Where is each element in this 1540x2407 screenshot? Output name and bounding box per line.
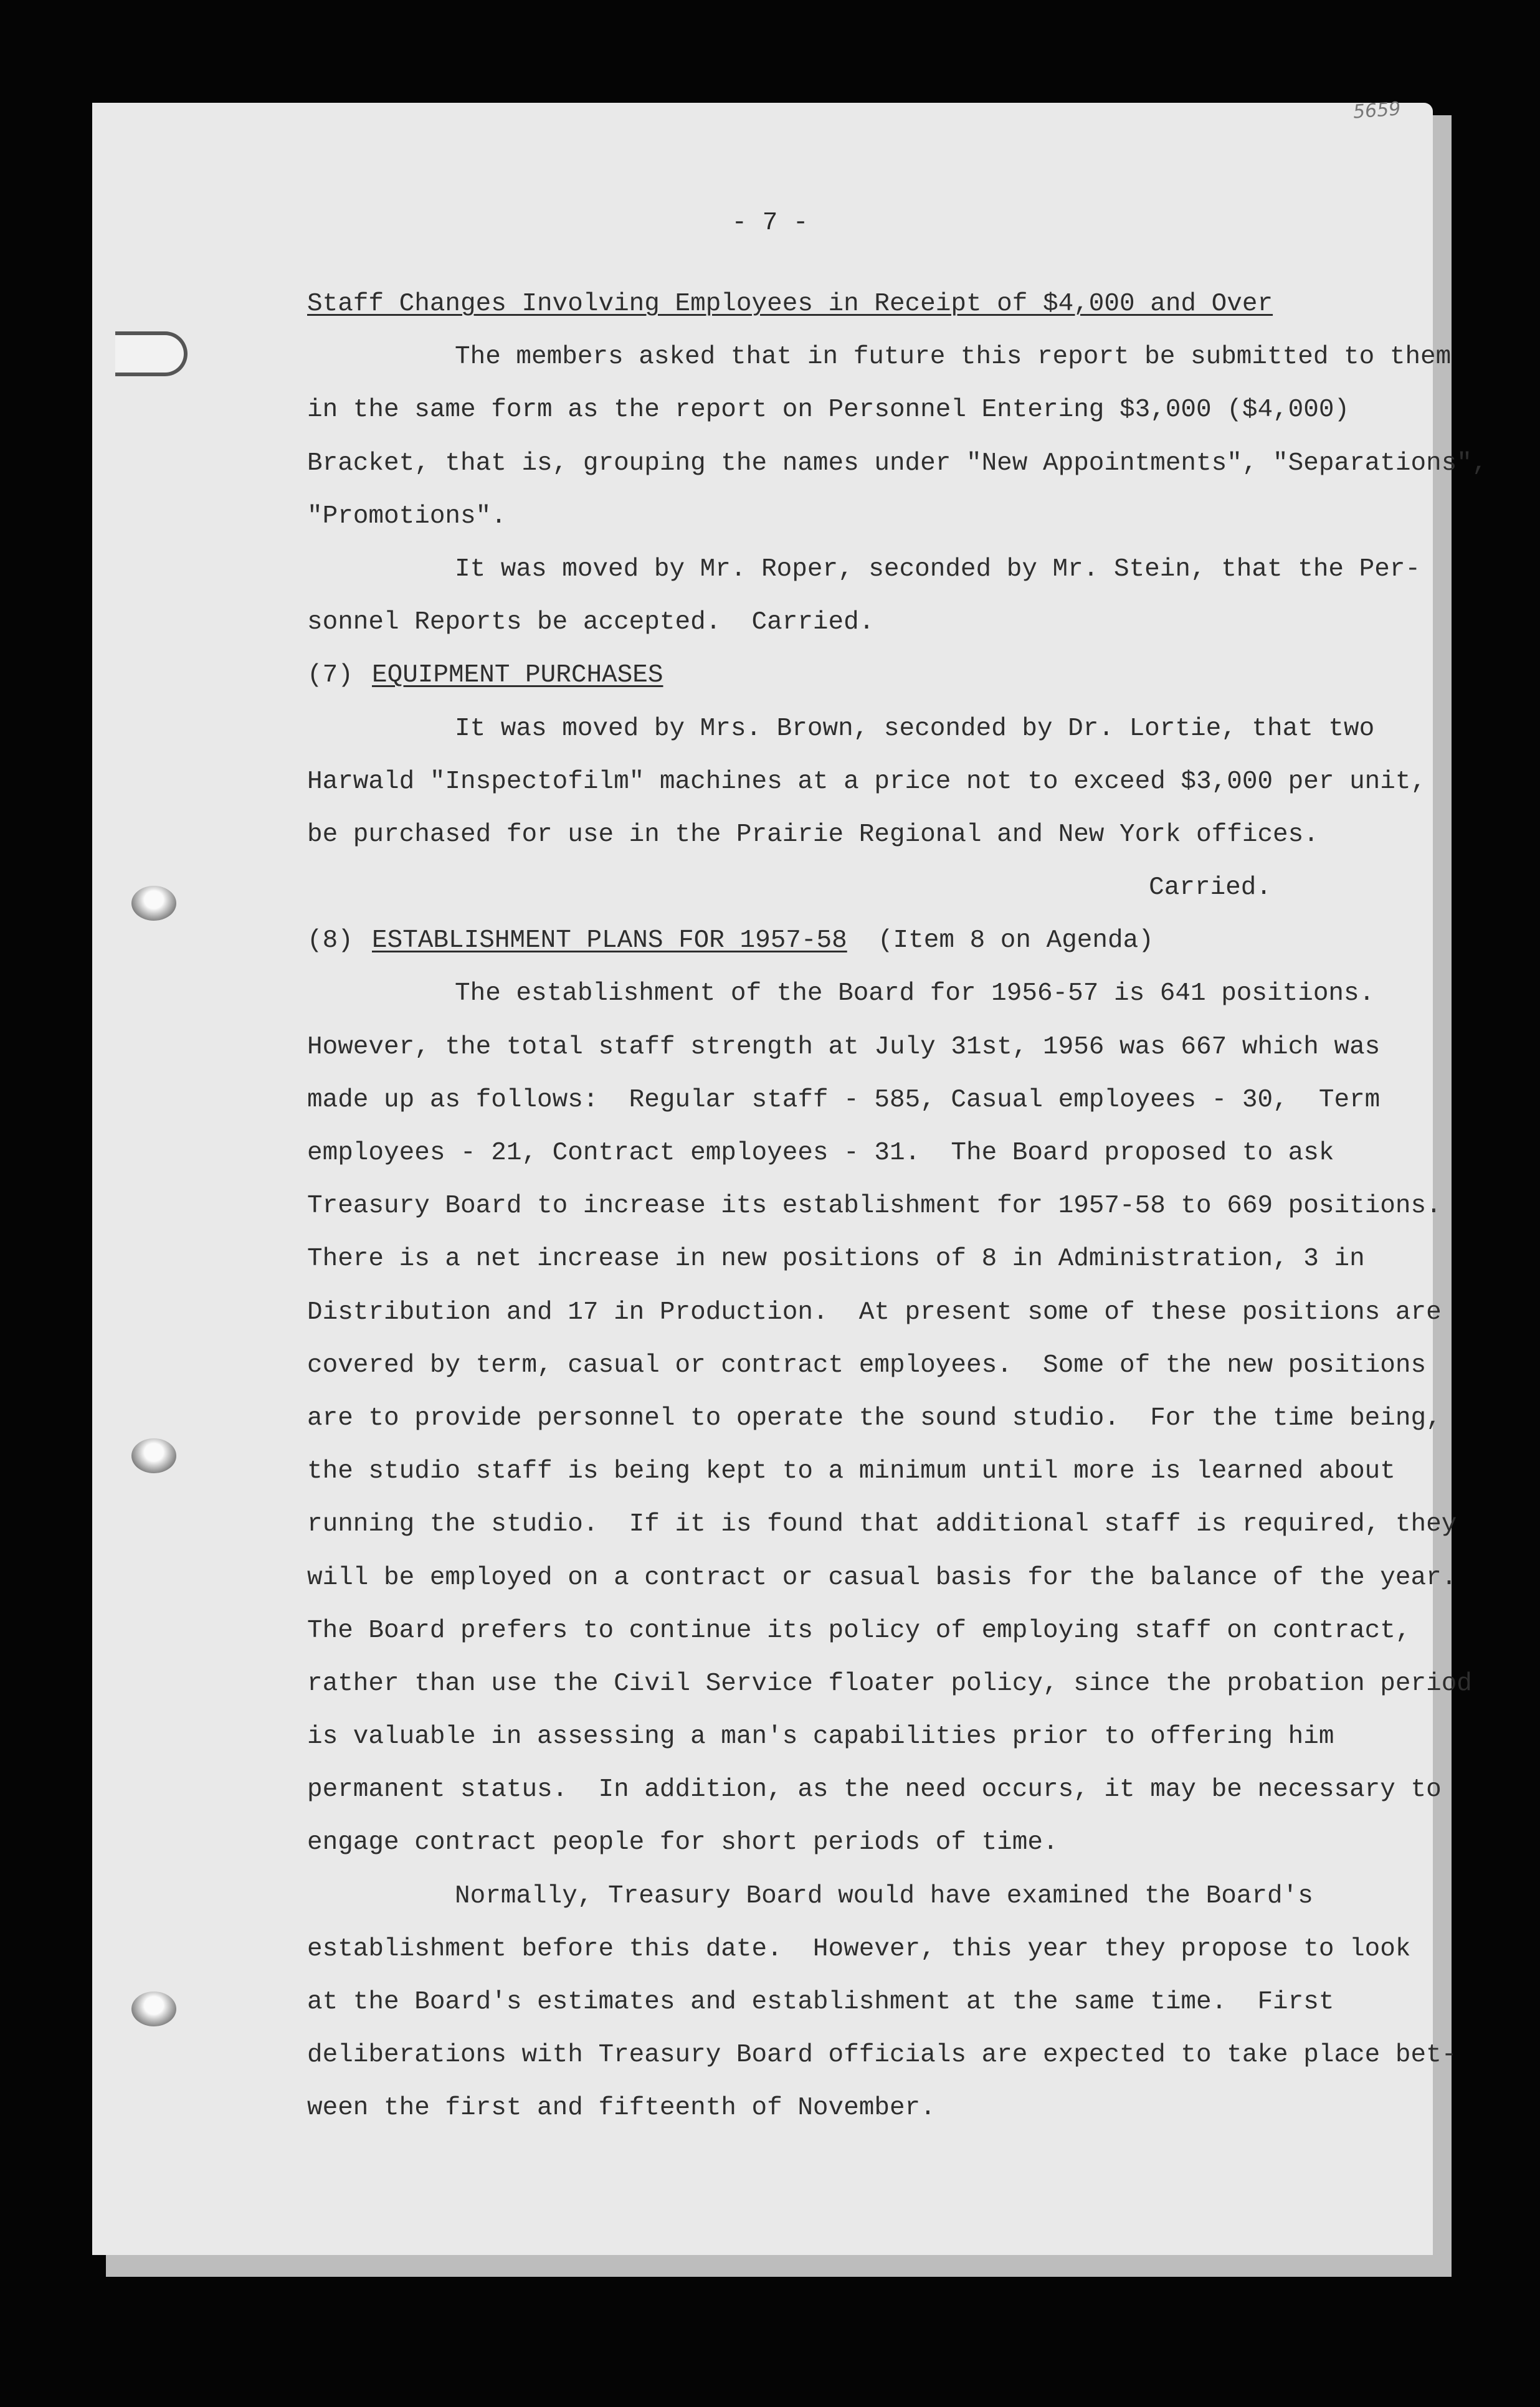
text-line: at the Board's estimates and establishment at the same time. First (307, 1988, 1334, 2016)
text-line: "Promotions". (307, 501, 506, 531)
text-line: made up as follows: Regular staff - 585, Casual employees - 30, Term (307, 1085, 1381, 1114)
text-line: are to provide personnel to operate the sound studio. For the time being, (307, 1403, 1442, 1433)
text-line: is valuable in assessing a man's capabilities prior to offering him (307, 1722, 1334, 1752)
section-heading-staff-changes: Staff Changes Involving Employees in Receipt of $4,000 and Over (307, 290, 1273, 318)
text-line: permanent status. In addition, as the need occurs, it may be necessary to (307, 1775, 1442, 1805)
text-line: rather than use the Civil Service floater policy, since the probation period (307, 1669, 1472, 1698)
text-line: The Board prefers to continue its policy of employing staff on contract, (307, 1616, 1411, 1645)
punch-hole-icon (131, 1992, 176, 2026)
text-line: Distribution and 17 in Production. At present some of these positions are (307, 1298, 1442, 1327)
page-number: - 7 - (731, 209, 809, 237)
text-line: Normally, Treasury Board would have examined the Board's (455, 1881, 1313, 1911)
punch-hole-icon (131, 886, 176, 921)
text-line: sonnel Reports be accepted. Carried. (307, 608, 875, 637)
section-title: EQUIPMENT PURCHASES (372, 661, 663, 690)
text-line: in the same form as the report on Personnel Entering $3,000 ($4,000) (307, 396, 1350, 425)
carried-note: Carried. (1149, 873, 1271, 903)
text-line: However, the total staff strength at July 31st, 1956 was 667 which was (307, 1032, 1381, 1061)
punch-hole-icon (131, 1438, 176, 1473)
text-line: It was moved by Mr. Roper, seconded by Mr. Stein, that the Per- (455, 554, 1421, 584)
text-line: There is a net increase in new positions of 8 in Administration, 3 in (307, 1245, 1365, 1274)
section-heading-7 (307, 649, 1366, 702)
text-line: ween the first and fifteenth of November. (307, 2094, 936, 2123)
text-line: The establishment of the Board for 1956-57 is 641 positions. (455, 979, 1375, 1009)
text-line: Harwald "Inspectofilm" machines at a price not to exceed $3,000 per unit, (307, 767, 1427, 796)
text-line: employees - 21, Contract employees - 31. The Board proposed to ask (307, 1139, 1334, 1167)
text-line: establishment before this date. However, this year they propose to look (307, 1934, 1411, 1963)
paper-clip-icon (115, 331, 188, 376)
text-line: the studio staff is being kept to a minimum until more is learned about (307, 1457, 1395, 1486)
text-line: running the studio. If it is found that additional staff is required, they (307, 1510, 1457, 1539)
text-line: Bracket, that is, grouping the names under "New Appointments", "Separations", (307, 449, 1488, 478)
document-body (307, 278, 1488, 2135)
section-title: ESTABLISHMENT PLANS FOR 1957-58 (372, 926, 847, 956)
text-line: engage contract people for short periods of time. (307, 1828, 1058, 1858)
text-line: deliberations with Treasury Board officials are expected to take place bet- (307, 2041, 1457, 2070)
text-line: covered by term, casual or contract employees. Some of the new positions (307, 1351, 1427, 1380)
text-line: be purchased for use in the Prairie Regional and New York offices. (307, 820, 1319, 849)
section-number: (8) (307, 926, 353, 956)
archive-number: 5659 (1352, 98, 1402, 123)
section-number: (7) (307, 661, 353, 690)
section-heading-8 (307, 914, 1366, 967)
text-line: The members asked that in future this report be submitted to them (455, 343, 1452, 372)
agenda-note: (Item 8 on Agenda) (877, 926, 1154, 956)
text-line: Treasury Board to increase its establishment for 1957-58 to 669 positions. (307, 1192, 1442, 1221)
text-line: will be employed on a contract or casual basis for the balance of the year. (307, 1563, 1457, 1592)
text-line: It was moved by Mrs. Brown, seconded by Dr. Lortie, that two (455, 714, 1375, 743)
